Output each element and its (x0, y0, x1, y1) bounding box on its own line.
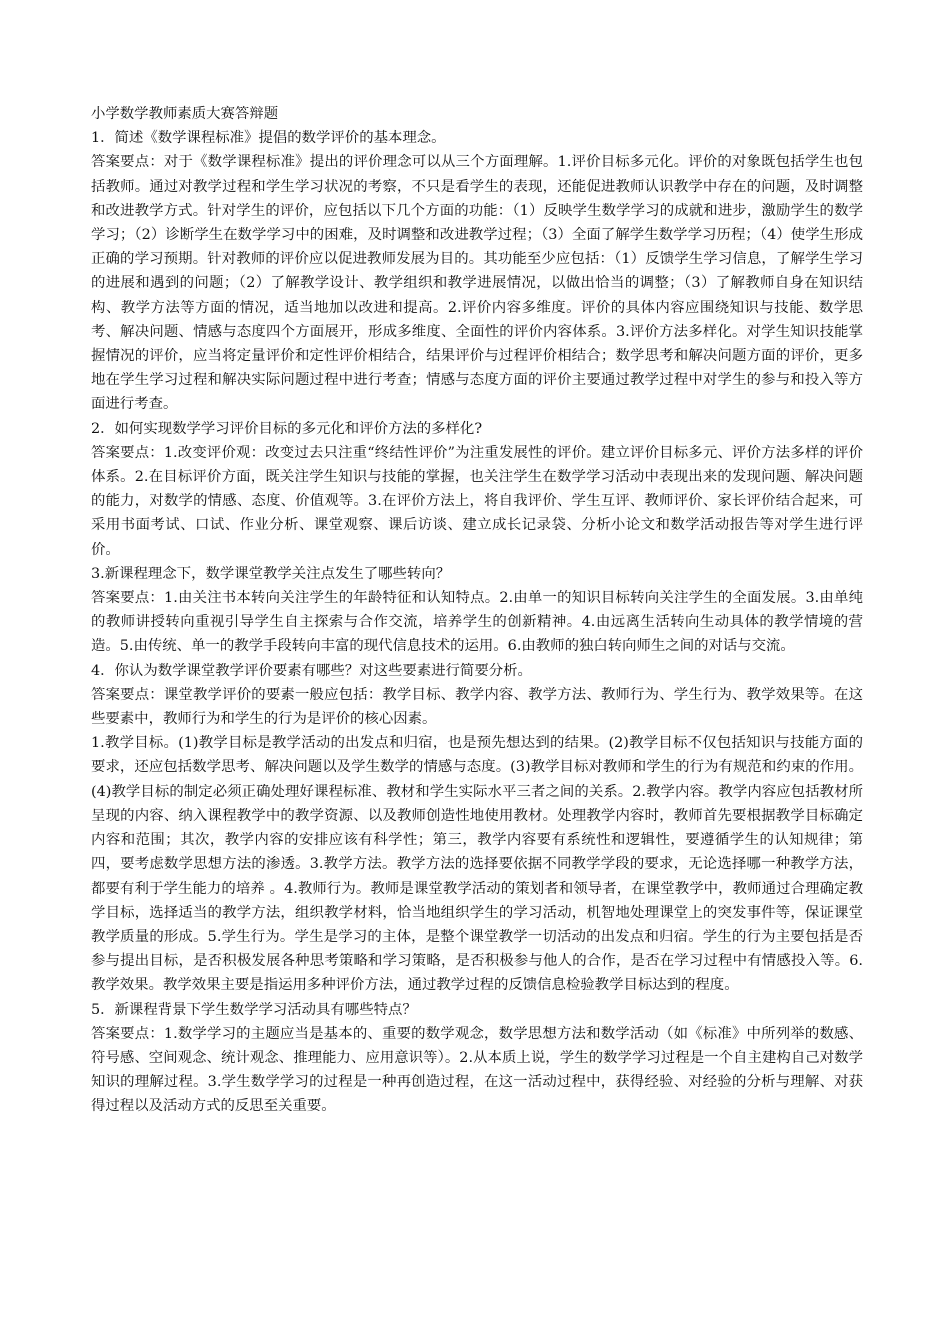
question-2: 2．如何实现数学学习评价目标的多元化和评价方法的多样化? (91, 420, 483, 437)
answer-4-intro: 答案要点：课堂教学评价的要素一般应包括：教学目标、教学内容、教学方法、教师行为、学生行为、教学效果等。在这些要素中，教师行为和学生的行为是评价的核心因素。 (91, 686, 863, 728)
answer-1: 答案要点：对于《数学课程标准》提出的评价理念可以从三个方面理解。1.评价目标多元化。评价的对象既包括学生也包括教师。通过对教学过程和学生学习状况的考察，不只是看学生的表现，还能促进教师认识教学中存在的问题，及时调整和改进教学方式。针对学生的评价，应包括以下几个方面的功能：（1）反映学生数学学习的成就和进步，激励学生的数学学习；（2）诊断学生在数学学习中的困难，及时调整和改进教学过程；（3）全面了解学生数学学习历程；（4）使学生形成正确的学习预期。针对教师的评价应以促进教师发展为目的。其功能至少应包括：（1）反馈学生学习信息，了解学生学习的进展和遇到的问题；（2）了解教学设计、教学组织和教学进展情况，以做出恰当的调整；（3）了解教师自身在知识结构、教学方法等方面的情况，适当地加以改进和提高。2.评价内容多维度。评价的具体内容应围绕知识与技能、数学思考、解决问题、情感与态度四个方面展开，形成多维度、全面性的评价内容体系。3.评价方法多样化。对学生知识技能掌握情况的评价，应当将定量评价和定性评价相结合，结果评价与过程评价相结合；数学思考和解决问题方面的评价，更多地在学生学习过程和解决实际问题过程中进行考查；情感与态度方面的评价主要通过教学过程中对学生的参与和投入等方面进行考查。 (91, 154, 863, 413)
question-1: 1．简述《数学课程标准》提倡的数学评价的基本理念。 (91, 130, 446, 147)
answer-3: 答案要点：1.由关注书本转向关注学生的年龄特征和认知特点。2.由单一的知识目标转向关注学生的全面发展。3.由单纯的教师讲授转向重视引导学生自主探索与合作交流，培养学生的创新精神。4.由远离生活转向生动具体的教学情境的营造。5.由传统、单一的教学手段转向丰富的现代信息技术的运用。6.由教师的独白转向师生之间的对话与交流。 (91, 590, 863, 655)
answer-5: 答案要点：1.数学学习的主题应当是基本的、重要的数学观念，数学思想方法和数学活动（如《标准》中所列举的数感、符号感、空间观念、统计观念、推理能力、应用意识等）。2.从本质上说，学生的数学学习过程是一个自主建构自己对数学知识的理解过程。3.学生数学学习的过程是一种再创造过程，在这一活动过程中，获得经验、对经验的分析与理解、对获得过程以及活动方式的反思至关重要。 (91, 1025, 863, 1115)
question-5: 5．新课程背景下学生数学学习活动具有哪些特点？ (91, 1001, 417, 1018)
question-4: 4．你认为数学课堂教学评价要素有哪些？对这些要素进行简要分析。 (91, 662, 532, 679)
document-body (91, 102, 863, 1119)
answer-2: 答案要点：1.改变评价观：改变过去只注重“终结性评价”为注重发展性的评价。建立评价目标多元、评价方法多样的评价体系。2.在目标评价方面，既关注学生知识与技能的掌握，也关注学生在数学学习活动中表现出来的发现问题、解决问题的能力，对数学的情感、态度、价值观等。3.在评价方法上，将自我评价、学生互评、教师评价、家长评价结合起来，可采用书面考试、口试、作业分析、课堂观察、课后访谈、建立成长记录袋、分析小论文和数学活动报告等对学生进行评价。 (91, 444, 863, 558)
document-title: 小学数学教师素质大赛答辩题 (91, 106, 279, 122)
question-3: 3.新课程理念下，数学课堂教学关注点发生了哪些转向？ (91, 565, 451, 582)
answer-4-details: 1.教学目标。(1)教学目标是教学活动的出发点和归宿，也是预先想达到的结果。(2)教学目标不仅包括知识与技能方面的要求，还应包括数学思考、解决问题以及学生数学的情感与态度。(3)教学目标对教师和学生的行为有规范和约束的作用。(4)教学目标的制定必须正确处理好课程标准、教材和学生实际水平三者之间的关系。2.教学内容。教学内容应包括教材所呈现的内容、纳入课程教学中的教学资源、以及教师创造性地使用教材。处理教学内容时，教师首先要根据教学目标确定内容和范围；其次，教学内容的安排应该有科学性；第三，教学内容要有系统性和逻辑性，要遵循学生的认知规律；第四，要考虑数学思想方法的渗透。3.教学方法。教学方法的选择要依据不同教学学段的要求，无论选择哪一种教学方法，都要有利于学生能力的培养 。4.教师行为。教师是课堂教学活动的策划者和领导者，在课堂教学中，教师通过合理确定教学目标，选择适当的教学方法，组织教学材料，恰当地组织学生的学习活动，机智地处理课堂上的突发事件等，保证课堂教学质量的形成。5.学生行为。学生是学习的主体，是整个课堂教学一切活动的出发点和归宿。学生的行为主要包括是否参与提出目标，是否积极发展各种思考策略和学习策略，是否积极参与他人的合作，是否在学习过程中有情感投入等。6.教学效果。教学效果主要是指运用多种评价方法，通过教学过程的反馈信息检验教学目标达到的程度。 (91, 735, 863, 994)
